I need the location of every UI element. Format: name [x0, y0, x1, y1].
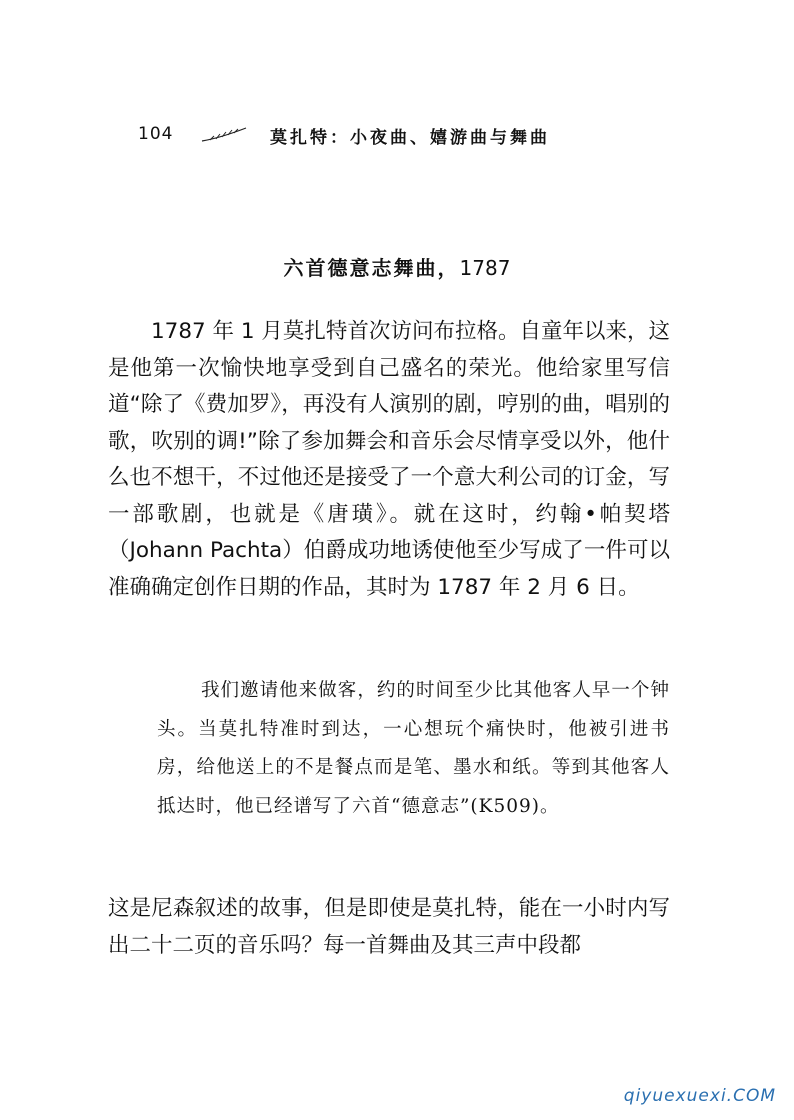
quill-ornament-icon: [200, 126, 248, 144]
body-paragraph-1: 1787 年 1 月莫扎特首次访问布拉格。自童年以来，这是他第一次愉快地享受到自己盛名的荣光。他给家里写信道“除了《费加罗》，再没有人演别的剧，哼别的曲，唱别的歌，吹别的调!”除了参加舞会和音乐会尽情享受以外，他什么也不想干，不过他还是接受了一个意大利公司的订金，写一部歌剧，也就是《唐璜》。就在这时，约翰•帕契塔（Johann Pachta）伯爵成功地诱使他至少写成了一件可以准确确定创作日期的作品，其时为 1787 年 2 月 6 日。: [108, 319, 670, 600]
running-title: 莫扎特：小夜曲、嬉游曲与舞曲: [270, 128, 550, 148]
section-title-text: 六首德意志舞曲，: [283, 256, 460, 280]
page-number: 104: [138, 124, 174, 144]
site-watermark: qiyuexuexi.COM: [623, 1086, 776, 1106]
section-title-year: 1787: [459, 256, 511, 280]
section-title: [0, 252, 794, 281]
body-paragraph-2: 这是尼森叙述的故事，但是即使是莫扎特，能在一小时内写出二十二页的音乐吗？每一首舞曲及其三声中段都: [108, 896, 670, 958]
page-header: [138, 122, 698, 150]
block-quote: 我们邀请他来做客，约的时间至少比其他客人早一个钟头。当莫扎特准时到达，一心想玩个痛快时，他被引进书房，给他送上的不是餐点而是笔、墨水和纸。等到其他客人抵达时，他已经谱写了六首“德意志”(K509)。: [157, 680, 670, 817]
